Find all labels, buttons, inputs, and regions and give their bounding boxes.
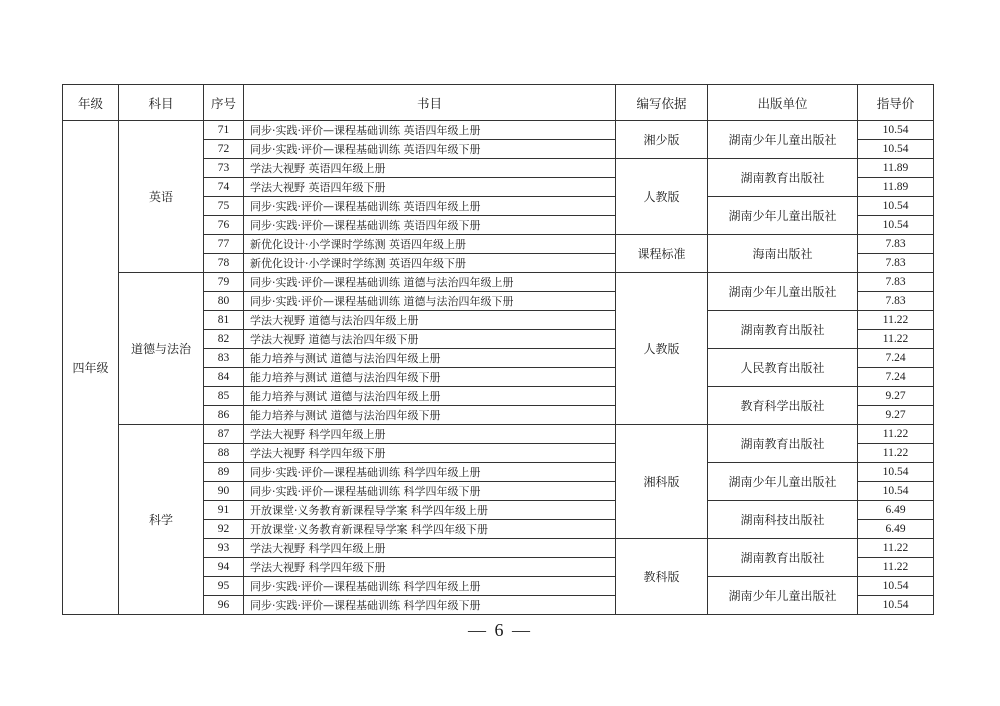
book-title-cell: 学法大视野 英语四年级下册 bbox=[244, 178, 616, 197]
book-title-cell: 能力培养与测试 道德与法治四年级上册 bbox=[244, 387, 616, 406]
serial-number-cell: 78 bbox=[204, 254, 244, 273]
edition-basis-cell: 课程标准 bbox=[616, 235, 708, 273]
guide-price-cell: 10.54 bbox=[858, 577, 934, 596]
book-title-cell: 能力培养与测试 道德与法治四年级上册 bbox=[244, 349, 616, 368]
serial-number-cell: 76 bbox=[204, 216, 244, 235]
publisher-cell: 教育科学出版社 bbox=[708, 387, 858, 425]
edition-basis-cell: 人教版 bbox=[616, 159, 708, 235]
header-publisher: 出版单位 bbox=[708, 85, 858, 121]
edition-basis-cell: 人教版 bbox=[616, 273, 708, 425]
guide-price-cell: 11.22 bbox=[858, 444, 934, 463]
serial-number-cell: 88 bbox=[204, 444, 244, 463]
serial-number-cell: 93 bbox=[204, 539, 244, 558]
publisher-cell: 湖南教育出版社 bbox=[708, 159, 858, 197]
serial-number-cell: 90 bbox=[204, 482, 244, 501]
serial-number-cell: 96 bbox=[204, 596, 244, 615]
guide-price-cell: 11.22 bbox=[858, 539, 934, 558]
book-title-cell: 能力培养与测试 道德与法治四年级下册 bbox=[244, 368, 616, 387]
subject-cell: 英语 bbox=[119, 121, 204, 273]
header-guide-price: 指导价 bbox=[858, 85, 934, 121]
serial-number-cell: 82 bbox=[204, 330, 244, 349]
guide-price-cell: 11.22 bbox=[858, 425, 934, 444]
guide-price-cell: 10.54 bbox=[858, 596, 934, 615]
header-grade: 年级 bbox=[63, 85, 119, 121]
publisher-cell: 湖南教育出版社 bbox=[708, 539, 858, 577]
header-book-title: 书目 bbox=[244, 85, 616, 121]
guide-price-cell: 7.83 bbox=[858, 235, 934, 254]
publisher-cell: 人民教育出版社 bbox=[708, 349, 858, 387]
guide-price-cell: 11.89 bbox=[858, 178, 934, 197]
book-title-cell: 学法大视野 英语四年级上册 bbox=[244, 159, 616, 178]
serial-number-cell: 75 bbox=[204, 197, 244, 216]
book-title-cell: 同步·实践·评价—课程基础训练 英语四年级上册 bbox=[244, 121, 616, 140]
guide-price-cell: 10.54 bbox=[858, 121, 934, 140]
serial-number-cell: 91 bbox=[204, 501, 244, 520]
guide-price-cell: 11.22 bbox=[858, 558, 934, 577]
publisher-cell: 湖南教育出版社 bbox=[708, 425, 858, 463]
guide-price-cell: 7.83 bbox=[858, 273, 934, 292]
serial-number-cell: 85 bbox=[204, 387, 244, 406]
book-title-cell: 学法大视野 道德与法治四年级上册 bbox=[244, 311, 616, 330]
table-body bbox=[63, 121, 934, 615]
serial-number-cell: 84 bbox=[204, 368, 244, 387]
guide-price-cell: 10.54 bbox=[858, 482, 934, 501]
serial-number-cell: 80 bbox=[204, 292, 244, 311]
guide-price-cell: 7.24 bbox=[858, 349, 934, 368]
serial-number-cell: 94 bbox=[204, 558, 244, 577]
guide-price-cell: 7.24 bbox=[858, 368, 934, 387]
edition-basis-cell: 湘少版 bbox=[616, 121, 708, 159]
publisher-cell: 湖南科技出版社 bbox=[708, 501, 858, 539]
publisher-cell: 湖南少年儿童出版社 bbox=[708, 577, 858, 615]
subject-cell: 科学 bbox=[119, 425, 204, 615]
textbook-price-table bbox=[62, 84, 934, 615]
table-row bbox=[63, 273, 934, 292]
book-title-cell: 学法大视野 科学四年级上册 bbox=[244, 425, 616, 444]
book-title-cell: 学法大视野 科学四年级上册 bbox=[244, 539, 616, 558]
guide-price-cell: 9.27 bbox=[858, 387, 934, 406]
edition-basis-cell: 湘科版 bbox=[616, 425, 708, 539]
serial-number-cell: 73 bbox=[204, 159, 244, 178]
table-header-row bbox=[63, 85, 934, 121]
serial-number-cell: 83 bbox=[204, 349, 244, 368]
page-number: — 6 — bbox=[468, 620, 532, 640]
guide-price-cell: 11.89 bbox=[858, 159, 934, 178]
guide-price-cell: 11.22 bbox=[858, 330, 934, 349]
serial-number-cell: 77 bbox=[204, 235, 244, 254]
table-row bbox=[63, 425, 934, 444]
book-title-cell: 同步·实践·评价—课程基础训练 英语四年级上册 bbox=[244, 197, 616, 216]
serial-number-cell: 92 bbox=[204, 520, 244, 539]
book-title-cell: 同步·实践·评价—课程基础训练 科学四年级下册 bbox=[244, 596, 616, 615]
guide-price-cell: 10.54 bbox=[858, 463, 934, 482]
serial-number-cell: 72 bbox=[204, 140, 244, 159]
grade-cell: 四年级 bbox=[63, 121, 119, 615]
publisher-cell: 湖南少年儿童出版社 bbox=[708, 463, 858, 501]
serial-number-cell: 89 bbox=[204, 463, 244, 482]
guide-price-cell: 6.49 bbox=[858, 520, 934, 539]
book-title-cell: 同步·实践·评价—课程基础训练 道德与法治四年级上册 bbox=[244, 273, 616, 292]
edition-basis-cell: 教科版 bbox=[616, 539, 708, 615]
guide-price-cell: 11.22 bbox=[858, 311, 934, 330]
book-title-cell: 同步·实践·评价—课程基础训练 英语四年级下册 bbox=[244, 216, 616, 235]
guide-price-cell: 10.54 bbox=[858, 216, 934, 235]
book-title-cell: 新优化设计·小学课时学练测 英语四年级下册 bbox=[244, 254, 616, 273]
serial-number-cell: 71 bbox=[204, 121, 244, 140]
book-title-cell: 能力培养与测试 道德与法治四年级下册 bbox=[244, 406, 616, 425]
book-title-cell: 开放课堂·义务教育新课程导学案 科学四年级下册 bbox=[244, 520, 616, 539]
header-edition-basis: 编写依据 bbox=[616, 85, 708, 121]
guide-price-cell: 9.27 bbox=[858, 406, 934, 425]
header-subject: 科目 bbox=[119, 85, 204, 121]
publisher-cell: 海南出版社 bbox=[708, 235, 858, 273]
publisher-cell: 湖南少年儿童出版社 bbox=[708, 121, 858, 159]
publisher-cell: 湖南少年儿童出版社 bbox=[708, 273, 858, 311]
book-title-cell: 学法大视野 科学四年级下册 bbox=[244, 558, 616, 577]
guide-price-cell: 6.49 bbox=[858, 501, 934, 520]
subject-cell: 道德与法治 bbox=[119, 273, 204, 425]
guide-price-cell: 7.83 bbox=[858, 254, 934, 273]
book-title-cell: 同步·实践·评价—课程基础训练 科学四年级上册 bbox=[244, 577, 616, 596]
book-title-cell: 同步·实践·评价—课程基础训练 英语四年级下册 bbox=[244, 140, 616, 159]
guide-price-cell: 10.54 bbox=[858, 140, 934, 159]
book-title-cell: 学法大视野 科学四年级下册 bbox=[244, 444, 616, 463]
serial-number-cell: 95 bbox=[204, 577, 244, 596]
book-title-cell: 同步·实践·评价—课程基础训练 科学四年级上册 bbox=[244, 463, 616, 482]
serial-number-cell: 86 bbox=[204, 406, 244, 425]
guide-price-cell: 10.54 bbox=[858, 197, 934, 216]
serial-number-cell: 74 bbox=[204, 178, 244, 197]
book-title-cell: 新优化设计·小学课时学练测 英语四年级上册 bbox=[244, 235, 616, 254]
publisher-cell: 湖南少年儿童出版社 bbox=[708, 197, 858, 235]
serial-number-cell: 87 bbox=[204, 425, 244, 444]
serial-number-cell: 79 bbox=[204, 273, 244, 292]
header-serial-number: 序号 bbox=[204, 85, 244, 121]
guide-price-cell: 7.83 bbox=[858, 292, 934, 311]
serial-number-cell: 81 bbox=[204, 311, 244, 330]
book-title-cell: 学法大视野 道德与法治四年级下册 bbox=[244, 330, 616, 349]
book-title-cell: 同步·实践·评价—课程基础训练 道德与法治四年级下册 bbox=[244, 292, 616, 311]
publisher-cell: 湖南教育出版社 bbox=[708, 311, 858, 349]
book-title-cell: 同步·实践·评价—课程基础训练 科学四年级下册 bbox=[244, 482, 616, 501]
book-title-cell: 开放课堂·义务教育新课程导学案 科学四年级上册 bbox=[244, 501, 616, 520]
table-row bbox=[63, 121, 934, 140]
